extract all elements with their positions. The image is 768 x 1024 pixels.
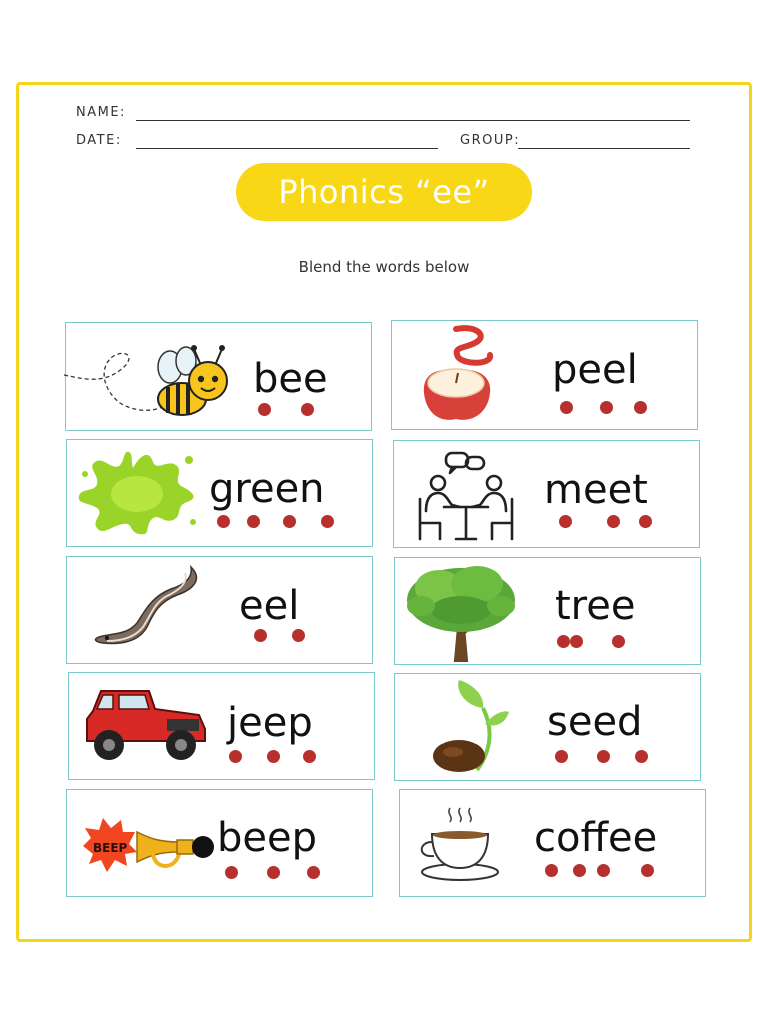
sound-dots (254, 629, 314, 643)
sound-dots (559, 515, 654, 529)
word-label: jeep (227, 700, 313, 746)
date-label: DATE: (76, 133, 122, 148)
coffee-cup-icon (416, 804, 506, 886)
word-card-jeep (68, 672, 375, 780)
sound-dots (545, 864, 665, 878)
sound-dots (258, 403, 318, 417)
group-line (518, 148, 690, 149)
word-card-coffee (399, 789, 706, 897)
title-banner (236, 163, 532, 221)
horn-text: BEEP (93, 841, 128, 855)
word-card-peel (391, 320, 698, 430)
sound-dots (225, 866, 325, 880)
sound-dots (560, 401, 650, 415)
instruction-text: Blend the words below (298, 258, 470, 276)
word-card-bee (65, 322, 372, 431)
name-line (136, 120, 690, 121)
word-label: tree (555, 583, 636, 629)
name-label: NAME: (76, 105, 126, 120)
word-card-beep (66, 789, 373, 897)
word-label: eel (239, 583, 300, 629)
sound-dots (555, 750, 650, 764)
group-label: GROUP: (460, 133, 521, 148)
word-label: bee (253, 356, 328, 402)
word-label: seed (547, 699, 643, 745)
green-splash-icon (77, 446, 199, 538)
horn-icon (79, 816, 215, 874)
word-card-meet (393, 440, 700, 548)
sound-dots (229, 750, 319, 764)
jeep-icon (83, 685, 209, 767)
seed-sprout-icon (429, 676, 509, 776)
word-card-green (66, 439, 373, 547)
peeled-apple-icon (416, 325, 506, 425)
sound-dots (217, 515, 337, 529)
meeting-icon (416, 449, 516, 543)
word-card-tree (394, 557, 701, 665)
word-card-seed (394, 673, 701, 781)
page-title: Phonics “ee” (278, 173, 490, 211)
tree-icon (403, 560, 519, 662)
sound-dots (557, 635, 627, 649)
date-line (136, 148, 438, 149)
word-label: peel (552, 347, 638, 393)
word-label: meet (544, 467, 648, 513)
bee-icon (64, 341, 236, 421)
word-label: coffee (534, 815, 658, 861)
word-label: beep (217, 815, 317, 861)
word-label: green (209, 466, 325, 512)
word-card-eel (66, 556, 373, 664)
eel-icon (93, 561, 203, 659)
